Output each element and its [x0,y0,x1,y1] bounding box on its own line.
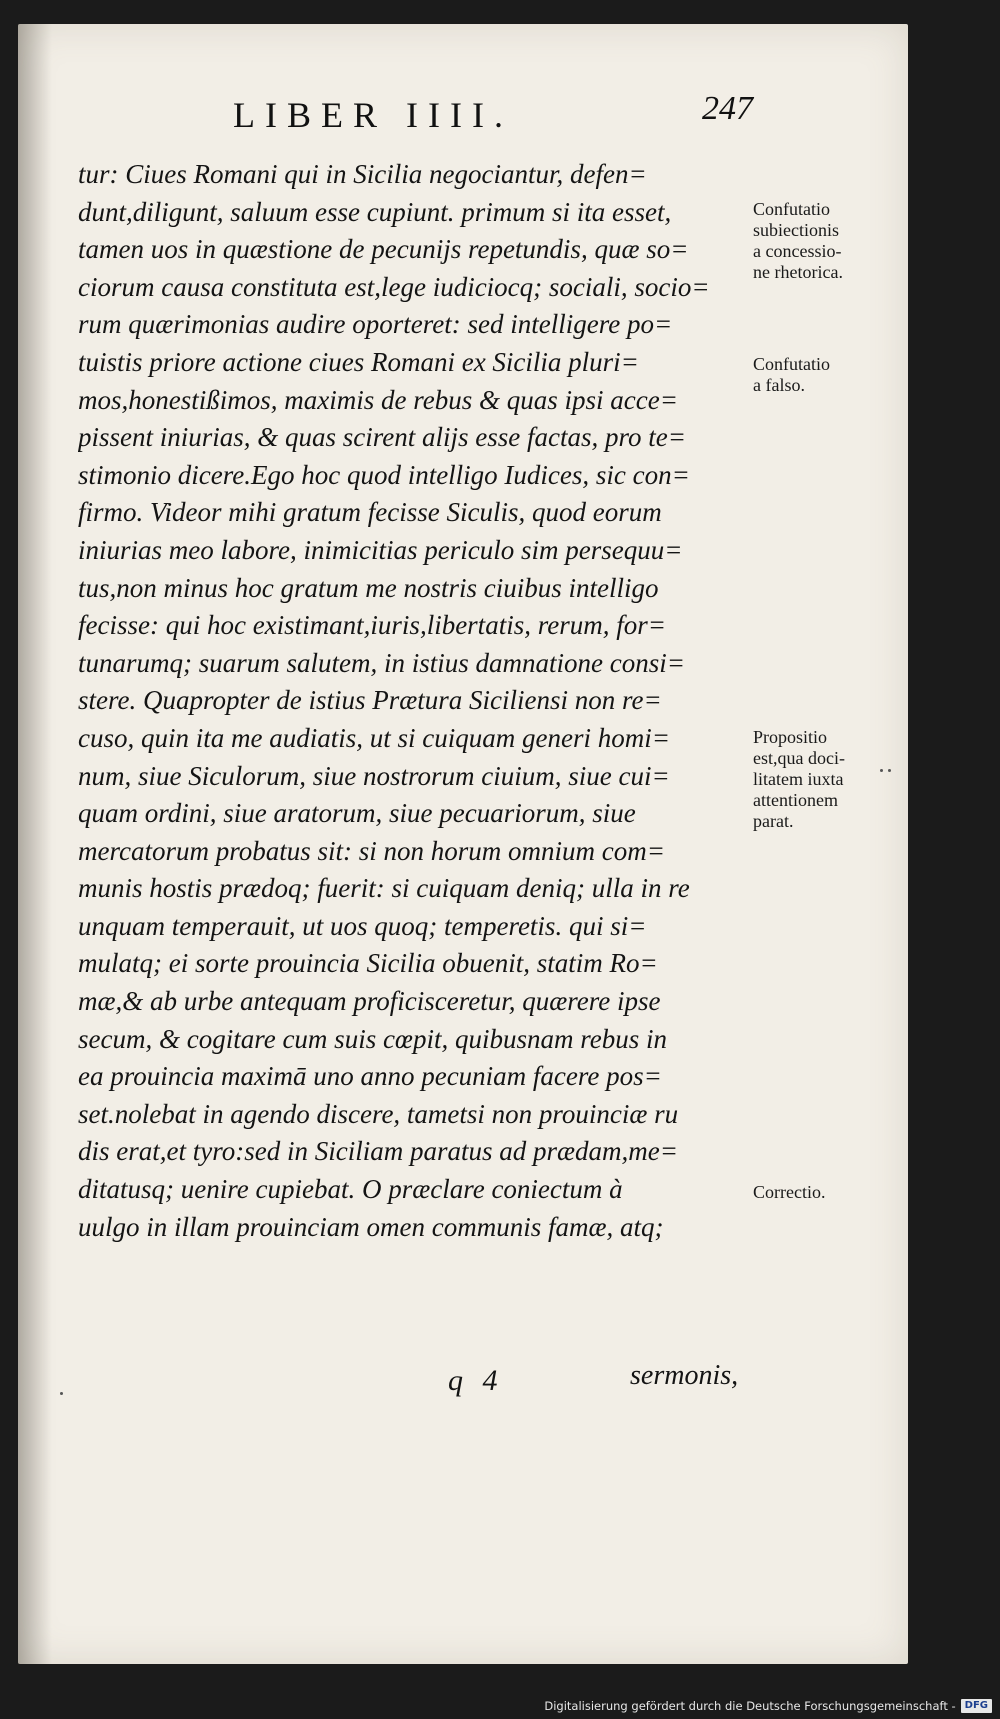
marginal-note-line: litatem iuxta [753,769,844,789]
signature-mark: q 4 [448,1364,504,1397]
text-line: stere. Quapropter de istius Prætura Siciliensi non re= [78,685,662,716]
text-line: rum quærimonias audire oporteret: sed intelligere po= [78,309,673,340]
ink-speck [888,769,891,772]
marginal-note-line: a falso. [753,375,805,395]
marginal-note-line: attentionem [753,790,838,810]
text-line: munis hostis prædoq; fuerit: si cuiquam deniq; ulla in re [78,873,690,904]
text-line: mæ,& ab urbe antequam proficisceretur, quærere ipse [78,986,661,1017]
text-line: stimonio dicere.Ego hoc quod intelligo Iudices, sic con= [78,459,690,490]
gutter-shadow [18,24,52,1664]
catchword: sermonis, [630,1360,739,1391]
text-line: uulgo in illam prouinciam omen communis famæ, atq; [78,1211,664,1242]
page-number: 247 [702,90,753,127]
marginal-note [753,354,913,396]
text-line: firmo. Videor mihi gratum fecisse Siculis, quod eorum [78,497,662,528]
text-line: pissent iniurias, & quas scirent alijs esse factas, pro te= [78,422,686,453]
marginal-note [753,1182,913,1203]
dfg-logo: DFG [961,1699,992,1713]
text-line: ea prouincia maximā uno anno pecuniam facere pos= [78,1061,662,1092]
main-text-block [78,156,768,1246]
marginal-notes [753,24,913,1624]
ink-speck [60,1392,63,1395]
text-line: iniurias meo labore, inimicitias periculo sim persequu= [78,534,683,565]
text-line: num, siue Siculorum, siue nostrorum ciuium, siue cui= [78,760,670,791]
book-page [18,24,908,1664]
text-line: tamen uos in quæstione de pecunijs repetundis, quæ so= [78,234,689,265]
footer-credit: Digitalisierung gefördert durch die Deutsche Forschungsgemeinschaft - [544,1699,956,1713]
marginal-note [753,199,913,283]
marginal-note-line: parat. [753,811,794,831]
text-line: tunarumq; suarum salutem, in istius damnatione consi= [78,647,685,678]
text-line: secum, & cogitare cum suis cœpit, quibusnam rebus in [78,1023,667,1054]
text-line: unquam temperauit, ut uos quoq; temperetis. qui si= [78,910,647,941]
running-head [233,86,753,136]
marginal-note-line: a concessio- [753,241,842,261]
text-line: fecisse: qui hoc existimant,iuris,libertatis, rerum, for= [78,610,666,641]
marginal-note-line: est,qua doci- [753,748,845,768]
marginal-note-line: Confutatio [753,199,830,219]
marginal-note-line: Propositio [753,727,828,747]
marginal-note-line: Correctio. [753,1182,826,1202]
text-line: tuistis priore actione ciues Romani ex Sicilia pluri= [78,346,639,377]
ink-speck [880,769,883,772]
text-line: mos,honestißimos, maximis de rebus & quas ipsi acce= [78,384,678,415]
text-line: ciorum causa constituta est,lege iudiciocq; sociali, socio= [78,271,710,302]
text-line: quam ordini, siue aratorum, siue pecuariorum, siue [78,798,636,829]
text-line: dunt,diligunt, saluum esse cupiunt. primum si ita esset, [78,196,672,227]
digitization-footer [544,1693,1000,1719]
marginal-note-line: subiectionis [753,220,839,240]
text-line: set.nolebat in agendo discere, tametsi non prouinciæ ru [78,1098,679,1129]
text-line: tur: Ciues Romani qui in Sicilia negociantur, defen= [78,159,647,189]
text-line: cuso, quin ita me audiatis, ut si cuiquam generi homi= [78,722,670,753]
text-line: ditatusq; uenire cupiebat. O præclare coniectum à [78,1174,623,1205]
text-line: mulatq; ei sorte prouincia Sicilia obuenit, statim Ro= [78,948,658,979]
text-line: mercatorum probatus sit: si non horum omnium com= [78,835,665,866]
text-line: dis erat,et tyro:sed in Siciliam paratus ad prædam,me= [78,1136,678,1167]
text-line: tus,non minus hoc gratum me nostris ciuibus intelligo [78,572,659,603]
running-title: LIBER IIII. [233,95,513,135]
marginal-note-line: Confutatio [753,354,830,374]
marginal-note [753,727,913,832]
marginal-note-line: ne rhetorica. [753,262,843,282]
